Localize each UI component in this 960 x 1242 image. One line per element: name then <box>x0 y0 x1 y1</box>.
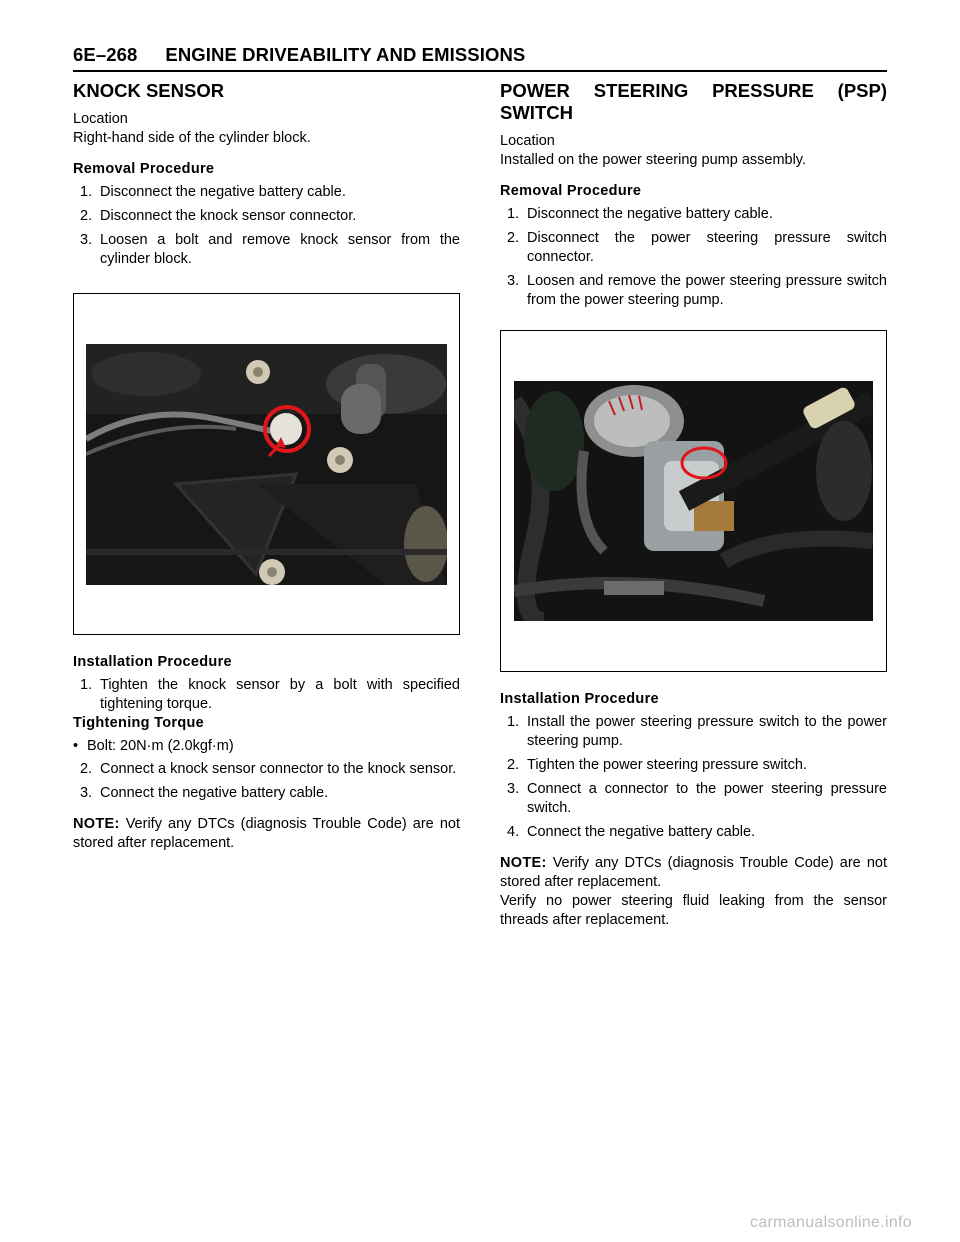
psp-switch-title: POWER STEERING PRESSURE (PSP) SWITCH <box>500 80 887 123</box>
list-item: 3. Connect the negative battery cable. <box>80 785 329 801</box>
installation-steps <box>500 713 887 842</box>
list-item: 2. Tighten the power steering pressure switch. <box>507 757 807 773</box>
removal-heading: Removal Procedure <box>500 183 642 199</box>
note <box>500 854 887 892</box>
list-item: 4. Connect the negative battery cable. <box>507 824 756 840</box>
removal-steps <box>73 183 460 269</box>
section-title: ENGINE DRIVEABILITY AND EMISSIONS <box>165 44 526 65</box>
psp-switch-photo <box>514 381 873 621</box>
installation-heading: Installation Procedure <box>500 691 659 707</box>
location-label: Location <box>500 133 555 149</box>
torque-heading: Tightening Torque <box>73 715 205 731</box>
list-item: 2. Disconnect the knock sensor connector. <box>80 208 357 224</box>
note <box>73 815 460 853</box>
location-text: Right-hand side of the cylinder block. <box>73 130 311 146</box>
list-item: 1. Install the power steering pressure switch to the power steering pump. <box>507 714 887 749</box>
knock-sensor-photo <box>86 344 447 585</box>
note-label: NOTE: <box>500 855 547 871</box>
psp-switch-figure <box>500 330 887 672</box>
note-text-2: Verify no power steering fluid leaking from the sensor threads after replacement. <box>500 893 887 928</box>
installation-steps-continued <box>73 760 460 803</box>
list-item: 1. Disconnect the negative battery cable. <box>80 184 346 200</box>
page-number: 6E–268 <box>73 44 138 65</box>
note-text: Verify any DTCs (diagnosis Trouble Code) are not stored after replacement. <box>73 816 460 851</box>
removal-heading: Removal Procedure <box>73 161 215 177</box>
location-label: Location <box>73 111 128 127</box>
installation-heading: Installation Procedure <box>73 654 232 670</box>
installation-steps <box>73 676 460 714</box>
page-header <box>73 44 887 72</box>
knock-sensor-title: KNOCK SENSOR <box>73 80 225 101</box>
psp-switch-column <box>500 80 887 930</box>
list-item: 3. Connect a connector to the power steering pressure switch. <box>507 781 887 816</box>
list-item: 3. Loosen and remove the power steering pressure switch from the power steering pump. <box>507 273 887 308</box>
watermark: carmanualsonline.info <box>750 1214 912 1231</box>
note-text: Verify any DTCs (diagnosis Trouble Code) are not stored after replacement. <box>500 855 887 890</box>
list-item: 1. Disconnect the negative battery cable. <box>507 206 773 222</box>
location-text: Installed on the power steering pump assembly. <box>500 152 807 168</box>
removal-steps <box>500 205 887 310</box>
knock-sensor-figure <box>73 293 460 635</box>
list-item: 2. Disconnect the power steering pressure switch connector. <box>507 230 887 265</box>
torque-list <box>73 737 460 756</box>
knock-sensor-column <box>73 80 460 853</box>
list-item: 1. Tighten the knock sensor by a bolt with specified tightening torque. <box>80 677 460 712</box>
note-label: NOTE: <box>73 816 120 832</box>
list-item: • Bolt: 20N·m (2.0kgf·m) <box>73 738 234 754</box>
list-item: 3. Loosen a bolt and remove knock sensor from the cylinder block. <box>80 232 460 267</box>
list-item: 2. Connect a knock sensor connector to the knock sensor. <box>80 761 457 777</box>
